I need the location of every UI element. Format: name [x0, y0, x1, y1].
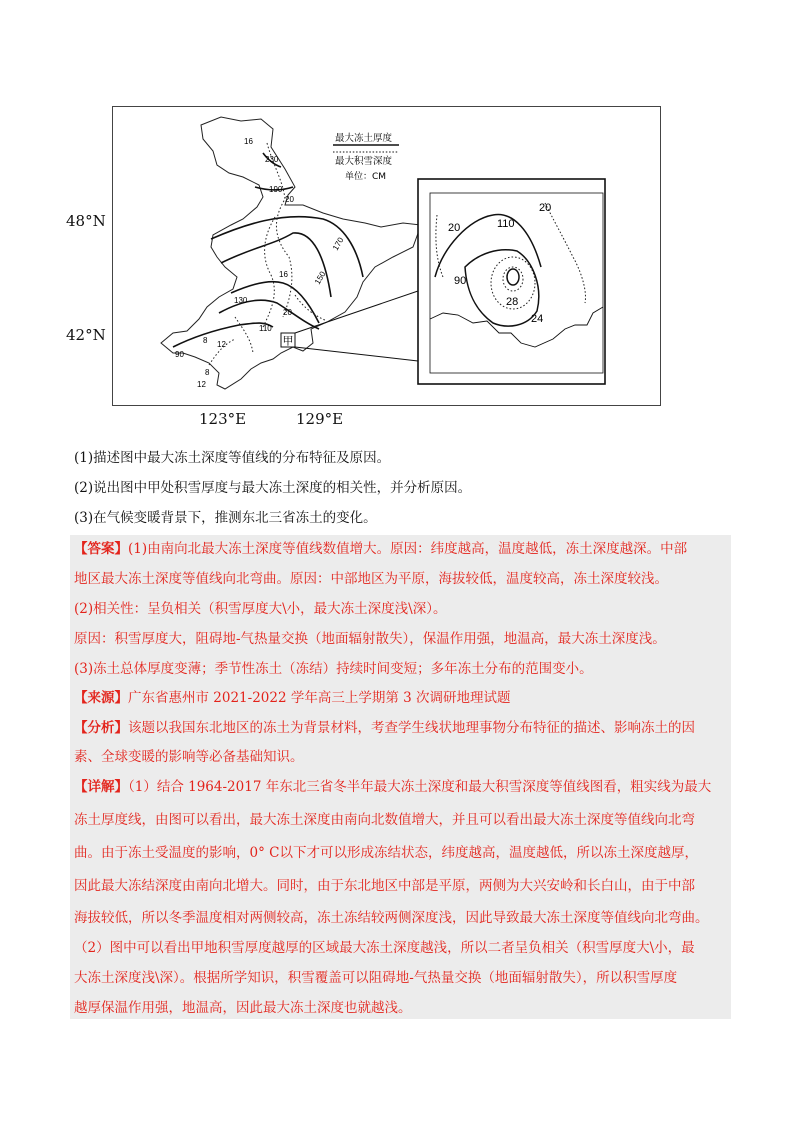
detail-line: [74, 810, 695, 830]
snow-isoline-16: [263, 217, 275, 327]
inset-label: 20: [539, 202, 552, 214]
map-label: 110: [259, 324, 272, 333]
answer-text: 地区最大冻土深度等值线向北弯曲。原因：中部地区为平原，海拔较低，温度较高，冻土深度较浅。: [74, 571, 668, 587]
question-2: (2)说出图中甲处积雪厚度与最大冻土深度的相关性，并分析原因。: [74, 480, 472, 496]
map-label: 150: [312, 269, 328, 286]
detail-text: 越厚保温作用强，地温高，因此最大冻土深度也就越浅。: [74, 1000, 412, 1016]
inset-label: 24: [531, 313, 544, 325]
answer-text: (3)冻土总体厚度变薄；季节性冻土（冻结）持续时间变短；多年冻土分布的范围变小。: [74, 661, 593, 677]
detail-tag: 【详解】: [74, 779, 128, 795]
analysis-text: 该题以我国东北地区的冻土为背景材料，考查学生线状地理事物分布特征的描述、影响冻土的因: [128, 720, 695, 736]
inset-label: 28: [506, 296, 519, 308]
detail-text: 因此最大冻结深度由南向北增大。同时，由于东北地区中部是平原，两侧为大兴安岭和长白山，由于中部: [74, 878, 695, 894]
source-tag: 【来源】: [74, 690, 128, 706]
map-label: 8: [205, 368, 210, 377]
map-figure: [112, 106, 661, 406]
answer-text: (2)相关性：呈负相关（积雪厚度大\小，最大冻土深度浅\深）。: [74, 601, 447, 617]
answer-line: [74, 539, 687, 559]
detail-text: （1）结合 1964-2017 年东北三省冬半年最大冻土深度和最大积雪深度等值线图看，粗实线为最大: [128, 779, 712, 795]
question-1: (1)描述图中最大冻土深度等值线的分布特征及原因。: [74, 450, 391, 466]
lat-label-42: 42°N: [66, 326, 106, 344]
legend-frozen: 最大冻土厚度: [335, 133, 393, 144]
map-label: 8: [203, 336, 208, 345]
map-label: 130: [234, 296, 248, 305]
snow-isoline-8: [235, 317, 253, 353]
answer-line: [74, 659, 593, 679]
detail-line: [74, 843, 698, 863]
map-label: 20: [283, 308, 292, 317]
analysis-text: 素、全球变暖的影响等必备基础知识。: [74, 749, 304, 765]
detail-line: [74, 876, 695, 896]
answer-line: [74, 629, 666, 649]
lat-label-48: 48°N: [66, 212, 106, 230]
lon-label-129: 129°E: [296, 410, 344, 428]
analysis-tag: 【分析】: [74, 720, 128, 736]
answer-line: [74, 599, 446, 619]
map-label: 170: [330, 235, 346, 252]
map-label: 12: [197, 380, 206, 389]
map-label: 20: [285, 195, 294, 204]
detail-text: （2）图中可以看出甲地积雪厚度越厚的区域最大冻土深度越浅，所以二者呈负相关（积雪厚度大\小，最: [74, 940, 695, 956]
analysis-line: [74, 718, 695, 738]
leader-line: [295, 347, 418, 361]
answer-line: [74, 569, 668, 589]
answer-text: 原因：积雪厚度大，阻碍地-气热量交换（地面辐射散失），保温作用强，地温高，最大冻土深度浅。: [74, 631, 666, 647]
answer-text: (1)由南向北最大冻土深度等值线数值增大。原因：纬度越高，温度越低，冻土深度越深。中部: [128, 541, 688, 557]
detail-text: 曲。由于冻土受温度的影响，0° C以下才可以形成冻结状态，纬度越高，温度越低，所以冻土深度越厚，: [74, 845, 698, 861]
detail-line: [74, 908, 709, 928]
detail-line: [74, 998, 412, 1018]
snow-isoline-20a: [267, 143, 292, 317]
detail-text: 冻土厚度线，由图可以看出，最大冻土深度由南向北数值增大，并且可以看出最大冻土深度等值线向北弯: [74, 812, 695, 828]
inset-label: 20: [448, 222, 461, 234]
map-label: 230: [265, 155, 279, 164]
detail-line: [74, 938, 695, 958]
map-label: 12: [217, 340, 226, 349]
legend-unit: 单位：CM: [345, 172, 387, 182]
map-label: 16: [244, 137, 253, 146]
map-label: 90: [175, 350, 184, 359]
source-line: [74, 688, 511, 708]
detail-line: [74, 777, 711, 797]
frozen-soil-map: [113, 107, 662, 407]
detail-line: [74, 968, 677, 988]
lon-label-123: 123°E: [199, 410, 247, 428]
source-text: 广东省惠州市 2021-2022 学年高三上学期第 3 次调研地理试题: [128, 690, 511, 706]
map-label: 190: [269, 185, 283, 194]
inset-label: 110: [497, 218, 515, 230]
location-jia-label: 甲: [282, 334, 294, 348]
analysis-line: [74, 747, 304, 767]
legend-snow: 最大积雪深度: [335, 156, 393, 167]
inset-frame: [418, 179, 605, 384]
question-3: (3)在气候变暖背景下，推测东北三省冻土的变化。: [74, 510, 377, 526]
detail-text: 大冻土深度浅\深）。根据所学知识，积雪覆盖可以阻碍地-气热量交换（地面辐射散失），所以积雪厚度: [74, 970, 678, 986]
answer-tag: 【答案】: [74, 541, 128, 557]
detail-text: 海拔较低，所以冬季温度相对两侧较高，冻土冻结较两侧深度浅，因此导致最大冻土深度等值线向北弯曲。: [74, 910, 709, 926]
frozen-isoline-150: [221, 233, 331, 297]
inset-label: 90: [454, 275, 467, 287]
map-label: 16: [279, 270, 288, 279]
